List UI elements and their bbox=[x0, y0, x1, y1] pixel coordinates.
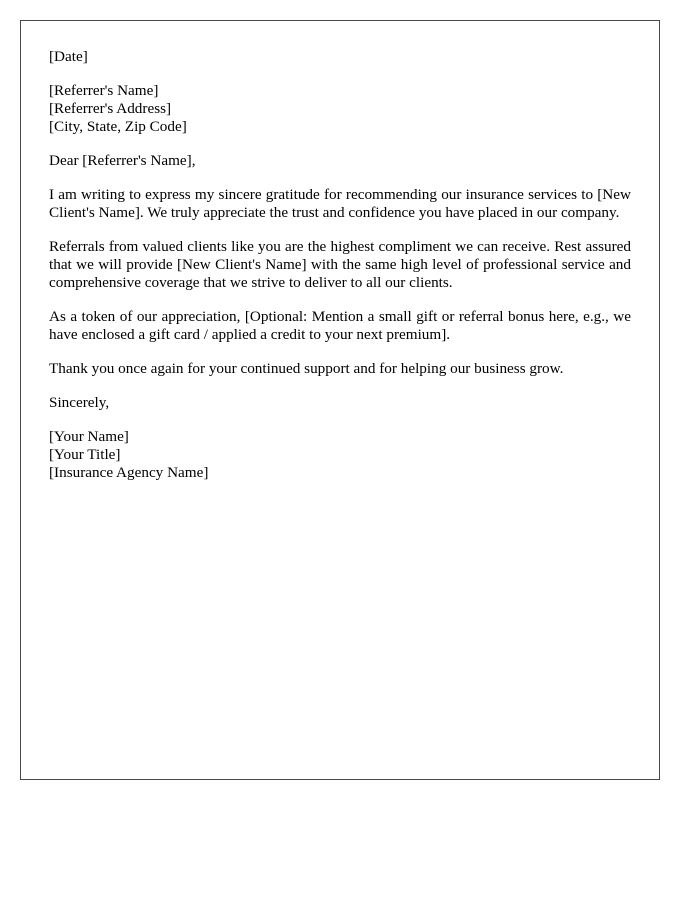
signature-agency: [Insurance Agency Name] bbox=[49, 464, 209, 481]
recipient-name: [Referrer's Name] bbox=[49, 82, 159, 99]
letter-body bbox=[49, 48, 639, 498]
salutation-block bbox=[49, 152, 639, 170]
signature-title: [Your Title] bbox=[49, 446, 121, 463]
body-paragraph-token: As a token of our appreciation, [Optional: Mention a small gift or referral bonus here, e.g., we have enclosed a gift card / applied a credit to your next premium]. bbox=[49, 308, 631, 343]
closing: Sincerely, bbox=[49, 394, 110, 411]
letter-date: [Date] bbox=[49, 48, 88, 65]
letter-page bbox=[20, 20, 660, 780]
salutation: Dear [Referrer's Name], bbox=[49, 152, 196, 169]
body-paragraph-thanks: Thank you once again for your continued support and for helping our business grow. bbox=[49, 360, 564, 377]
body-paragraph-referrals: Referrals from valued clients like you are the highest compliment we can receive. Rest assured that we will provide [New Client's Name] with the same high level of professional service and comprehensive coverage that we strive to deliver to all our clients. bbox=[49, 238, 631, 291]
recipient-city-state-zip: [City, State, Zip Code] bbox=[49, 118, 187, 135]
recipient-address: [Referrer's Address] bbox=[49, 100, 172, 117]
signature-block bbox=[49, 428, 639, 482]
date-block bbox=[49, 48, 639, 66]
closing-block bbox=[49, 394, 639, 412]
signature-name: [Your Name] bbox=[49, 428, 129, 445]
recipient-address-block bbox=[49, 82, 639, 136]
body-paragraph-gratitude: I am writing to express my sincere gratitude for recommending our insurance services to [New Client's Name]. We truly appreciate the trust and confidence you have placed in our company. bbox=[49, 186, 631, 221]
